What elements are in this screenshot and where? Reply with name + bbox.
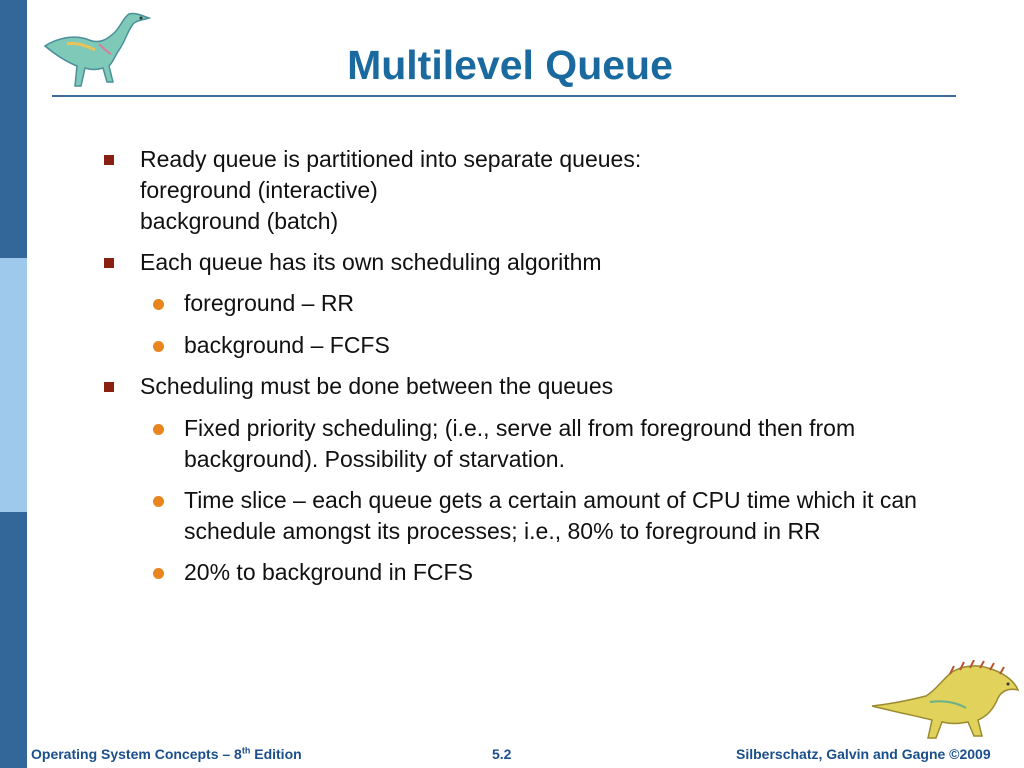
bullet-2-sub-1: foreground – RR [184,290,355,316]
bullet-3-sub-3: 20% to background in FCFS [184,559,473,585]
dinosaur-bottom-icon [870,660,1020,742]
bullet-1-line-2: background (batch) [140,208,339,234]
footer-copyright: Silberschatz, Galvin and Gagne ©2009 [736,746,991,762]
bullet-3-text: Scheduling must be done between the queues [140,373,614,399]
bullet-2-text: Each queue has its own scheduling algorithm [140,249,602,275]
slide-title: Multilevel Queue [347,42,673,88]
footer-book-title-text: Operating System Concepts – 8 [31,746,242,762]
square-bullet-icon [104,258,114,268]
footer-book-title [31,744,302,764]
round-bullet-icon [153,341,164,352]
square-bullet-icon [104,155,114,165]
bullet-3-sub-2-line-2: schedule amongst its processes; i.e., 80% to foreground in RR [184,518,821,544]
footer-edition-superscript: th [241,745,251,756]
bullet-3-sub-2-line-1: Time slice – each queue gets a certain amount of CPU time which it can [184,487,917,513]
round-bullet-icon [153,299,164,310]
bullet-2-sub-2: background – FCFS [184,332,390,358]
round-bullet-icon [153,568,164,579]
bullet-3-sub-1-line-1: Fixed priority scheduling; (i.e., serve all from foreground then from [184,415,856,441]
round-bullet-icon [153,424,164,435]
bullet-1-text: Ready queue is partitioned into separate queues: [140,146,642,172]
bullet-3-sub-1-line-2: background). Possibility of starvation. [184,446,565,472]
square-bullet-icon [104,382,114,392]
footer-page-number: 5.2 [492,746,512,762]
footer-edition-text: Edition [250,746,302,762]
round-bullet-icon [153,496,164,507]
bullet-1-line-1: foreground (interactive) [140,177,378,203]
